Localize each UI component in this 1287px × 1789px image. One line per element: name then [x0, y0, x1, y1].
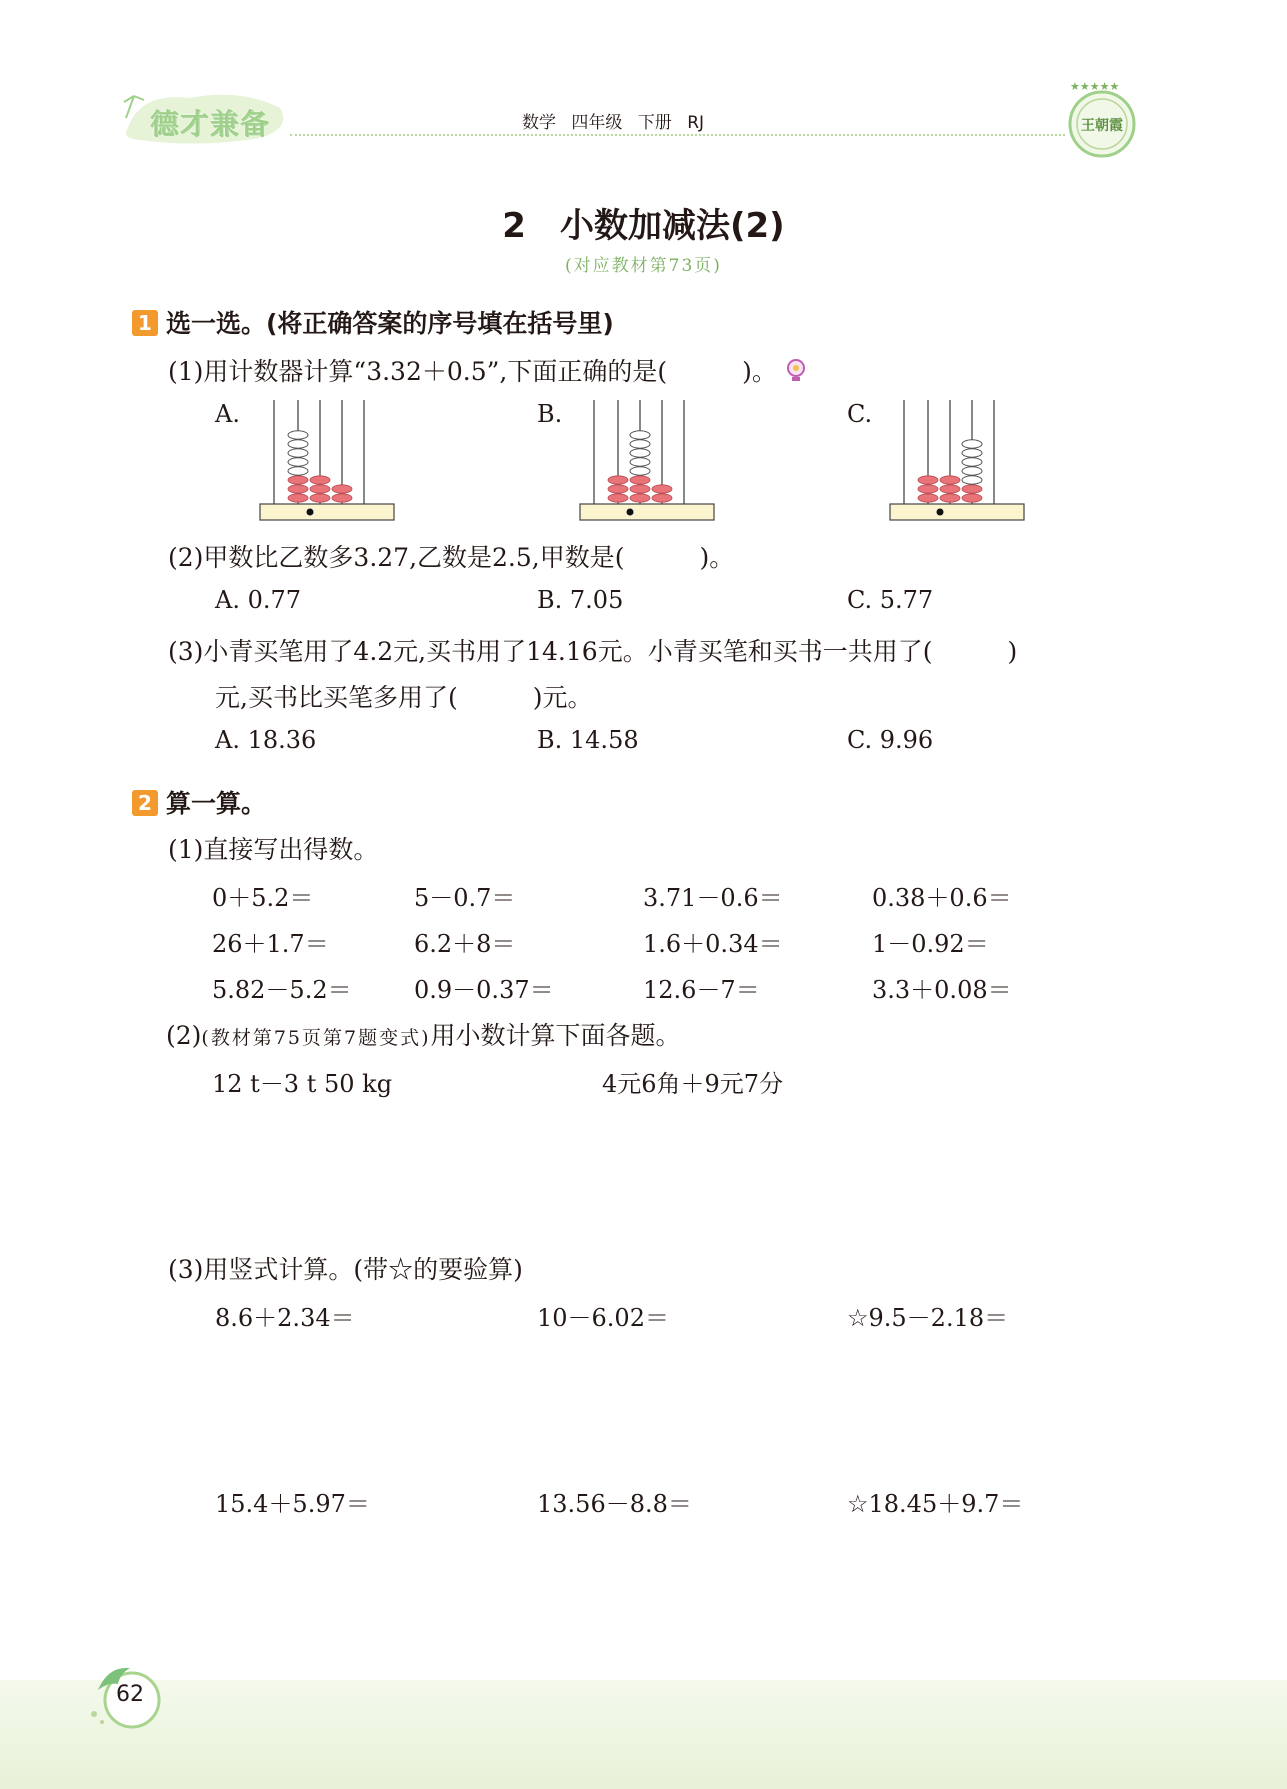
header-grade: 四年级: [571, 113, 623, 133]
abacus-bead: [940, 494, 960, 502]
abacus-bead: [918, 485, 938, 493]
abacus-decimal-point: [627, 509, 634, 516]
abacus-bead: [288, 476, 308, 484]
abacus-bead-empty: [962, 476, 982, 484]
abacus-bead-empty: [288, 467, 308, 475]
q1-option-c: C.: [847, 400, 873, 428]
abacus-bead: [630, 476, 650, 484]
header-subject: 数学: [522, 113, 556, 133]
abacus-bead-empty: [962, 467, 982, 475]
abacus-bead: [962, 485, 982, 493]
abacus-bead-empty: [630, 467, 650, 475]
abacus-bead-empty: [288, 431, 308, 439]
abacus-bead: [652, 494, 672, 502]
section-1-number: 1: [132, 310, 158, 336]
header-info: [522, 108, 704, 133]
q1-option-a: A.: [215, 400, 240, 428]
q3-text-line2: 元,买书比买笔多用了( )元。: [215, 683, 593, 712]
header-divider: [290, 134, 1065, 136]
abacus-bead-empty: [288, 458, 308, 466]
section-1-title: 选一选。(将正确答案的序号填在括号里): [166, 309, 614, 338]
q1-option-b: B.: [537, 400, 563, 428]
abacus-a: [258, 398, 398, 523]
q2-option-a: A. 0.77: [215, 586, 302, 614]
p1-r3-c3: 12.6－7＝: [643, 976, 760, 1004]
p1-r2-c2: 6.2＋8＝: [414, 930, 516, 958]
q2-option-b: B. 7.05: [537, 586, 624, 614]
section-2-title: 算一算。: [166, 789, 267, 818]
abacus-bead-empty: [288, 449, 308, 457]
abacus-bead: [608, 485, 628, 493]
section-2-heading: [132, 784, 266, 820]
logo-text: 德才兼备: [150, 107, 271, 140]
q3-option-a: A. 18.36: [215, 726, 317, 754]
p3-r2-c1: 15.4＋5.97＝: [215, 1490, 370, 1518]
q3-option-c: C. 9.96: [847, 726, 934, 754]
abacus-bead: [940, 476, 960, 484]
abacus-decimal-point: [307, 509, 314, 516]
abacus-bead: [918, 476, 938, 484]
p2-item-2: 4元6角＋9元7分: [602, 1070, 784, 1098]
p1-r2-c4: 1－0.92＝: [872, 930, 989, 958]
abacus-bead-empty: [630, 440, 650, 448]
p2-item-1: 12 t－3 t 50 kg: [212, 1070, 393, 1098]
abacus-bead: [310, 476, 330, 484]
abacus-base: [580, 504, 714, 520]
p3-r2-c3: ☆18.45＋9.7＝: [847, 1490, 1024, 1518]
q1-text: (1)用计数器计算“3.32＋0.5”,下面正确的是( )。: [168, 352, 807, 388]
abacus-bead-empty: [962, 440, 982, 448]
abacus-bead: [288, 485, 308, 493]
abacus-bead: [608, 476, 628, 484]
abacus-bead: [288, 494, 308, 502]
section-1-heading: [132, 304, 614, 340]
author-seal: [1062, 78, 1142, 164]
q2-text: (2)甲数比乙数多3.27,乙数是2.5,甲数是( )。: [168, 543, 735, 572]
abacus-bead: [630, 485, 650, 493]
p1-r2-c3: 1.6＋0.34＝: [643, 930, 783, 958]
q3-option-b: B. 14.58: [537, 726, 639, 754]
p1-r3-c1: 5.82－5.2＝: [212, 976, 352, 1004]
abacus-bead: [940, 485, 960, 493]
abacus-b: [578, 398, 718, 523]
abacus-bead-empty: [630, 449, 650, 457]
abacus-base: [260, 504, 394, 520]
abacus-decimal-point: [937, 509, 944, 516]
abacus-bead-empty: [630, 431, 650, 439]
abacus-c: [888, 398, 1028, 523]
hint-bulb-icon: [785, 358, 807, 384]
p2-label: (2)(教材第75页第7题变式)用小数计算下面各题。: [166, 1021, 681, 1050]
footer-background: [0, 1680, 1287, 1789]
p3-r1-c3: ☆9.5－2.18＝: [847, 1304, 1009, 1332]
svg-text:★★★★★: ★★★★★: [1070, 80, 1120, 93]
p1-r1-c1: 0＋5.2＝: [212, 884, 314, 912]
abacus-bead-empty: [962, 449, 982, 457]
abacus-bead: [608, 494, 628, 502]
abacus-bead-empty: [288, 440, 308, 448]
q2-option-c: C. 5.77: [847, 586, 934, 614]
p1-r1-c2: 5－0.7＝: [414, 884, 516, 912]
p1-r3-c4: 3.3＋0.08＝: [872, 976, 1012, 1004]
abacus-base: [890, 504, 1024, 520]
abacus-bead: [332, 485, 352, 493]
p3-r1-c2: 10－6.02＝: [537, 1304, 669, 1332]
p1-r1-c4: 0.38＋0.6＝: [872, 884, 1012, 912]
abacus-bead: [310, 494, 330, 502]
p1-r2-c1: 26＋1.7＝: [212, 930, 329, 958]
header-volume: 下册: [637, 113, 672, 133]
p3-r1-c1: 8.6＋2.34＝: [215, 1304, 355, 1332]
abacus-bead: [962, 494, 982, 502]
abacus-bead: [918, 494, 938, 502]
abacus-bead: [332, 494, 352, 502]
p3-r2-c2: 13.56－8.8＝: [537, 1490, 692, 1518]
header-edition: RJ: [687, 113, 705, 133]
q3-text-line1: (3)小青买笔用了4.2元,买书用了14.16元。小青买笔和买书一共用了( ): [168, 637, 1018, 666]
abacus-bead: [310, 485, 330, 493]
abacus-bead-empty: [962, 458, 982, 466]
page-subtitle: (对应教材第73页): [565, 256, 722, 276]
p1-label: (1)直接写出得数。: [168, 835, 379, 864]
p1-r1-c3: 3.71－0.6＝: [643, 884, 783, 912]
p1-r3-c2: 0.9－0.37＝: [414, 976, 554, 1004]
section-2-number: 2: [132, 790, 158, 816]
p2-textbook-ref: (教材第75页第7题变式): [201, 1027, 431, 1049]
abacus-bead-empty: [630, 458, 650, 466]
seal-text: 王朝霞: [1081, 118, 1123, 134]
abacus-bead: [630, 494, 650, 502]
p3-label: (3)用竖式计算。(带☆的要验算): [168, 1255, 523, 1284]
page-number: 62: [116, 1682, 144, 1707]
page-title: 2 小数加减法(2): [502, 206, 785, 246]
abacus-bead: [652, 485, 672, 493]
